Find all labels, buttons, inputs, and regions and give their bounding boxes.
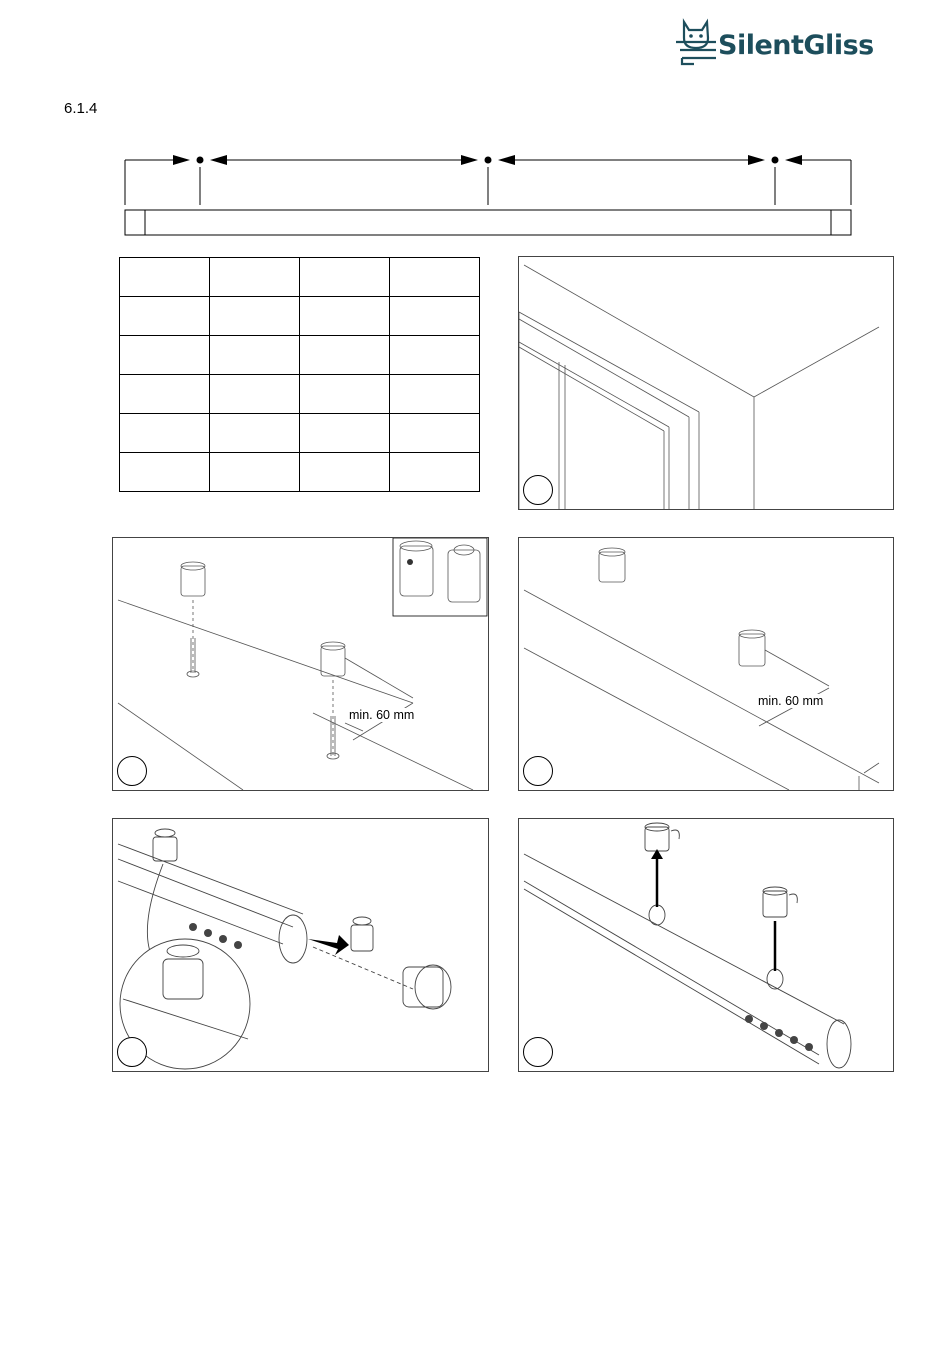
panel-step-b [112,537,489,791]
spec-table [119,257,480,492]
panel-step-e [518,818,894,1072]
step-marker-e [523,1037,553,1067]
step-marker-a [523,475,553,505]
bracket-spacing-diagram [115,145,860,245]
brand-name: SilentGliss [718,30,874,61]
panel-step-d [112,818,489,1072]
section-number: 6.1.4 [64,100,98,117]
panel-step-c [518,537,894,791]
step-marker-b [117,756,147,786]
panel-step-a [518,256,894,510]
step-marker-d [117,1037,147,1067]
step-marker-c [523,756,553,786]
min-distance-label-c: min. 60 mm [758,694,824,708]
min-distance-label-b: min. 60 mm [349,708,415,722]
